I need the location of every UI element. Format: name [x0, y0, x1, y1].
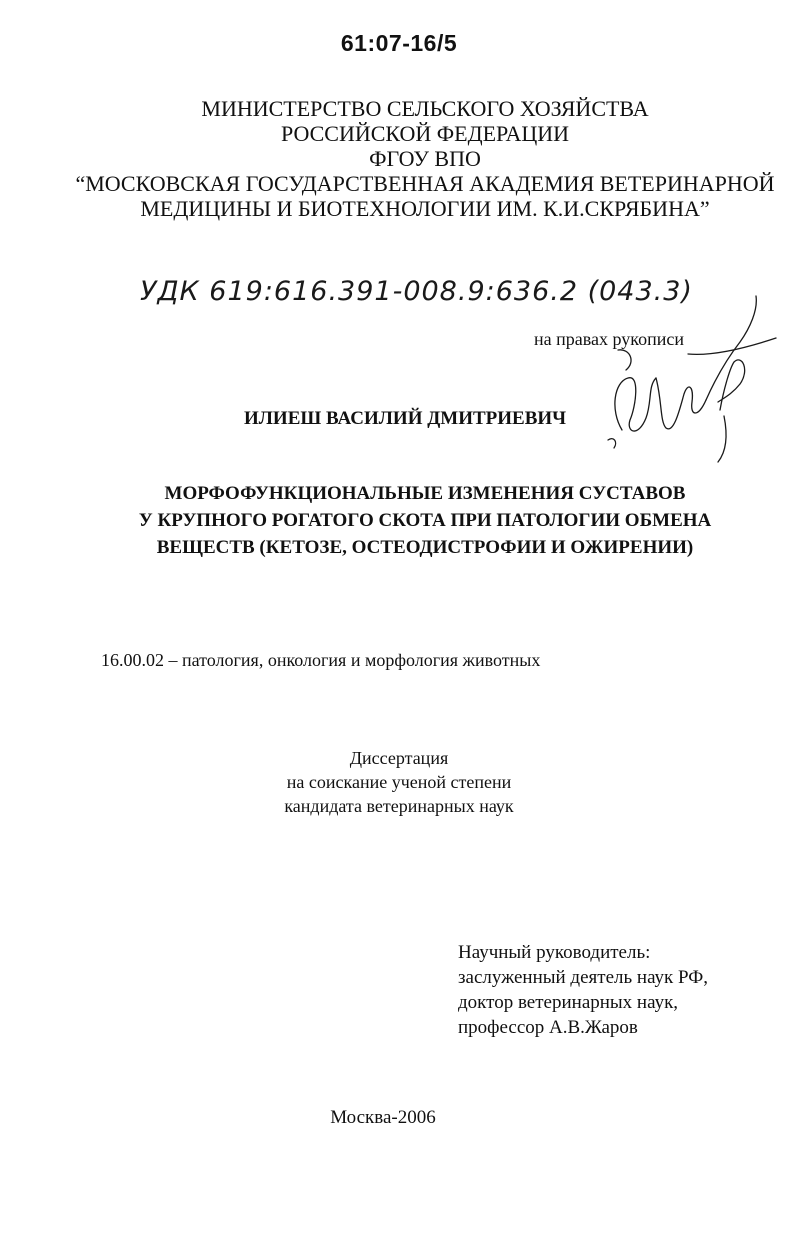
supervisor-block: [458, 940, 708, 1040]
supervisor-line: Научный руководитель:: [458, 942, 651, 963]
signature-stroke: [656, 378, 706, 429]
registration-code: 61:07-16/5: [340, 30, 458, 56]
title-line: У КРУПНОГО РОГАТОГО СКОТА ПРИ ПАТОЛОГИИ ОБМЕНА: [138, 510, 712, 531]
institution-line: РОССИЙСКОЙ ФЕДЕРАЦИИ: [280, 121, 570, 146]
signature-stroke: [718, 360, 745, 410]
institution-line: МИНИСТЕРСТВО СЕЛЬСКОГО ХОЗЯЙСТВА: [201, 96, 649, 121]
degree-statement: [0, 746, 798, 818]
supervisor-line: заслуженный деятель наук РФ,: [458, 967, 709, 988]
signature-stroke: [615, 378, 656, 431]
title-line: ВЕЩЕСТВ (КЕТОЗЕ, ОСТЕОДИСТРОФИИ И ОЖИРЕНИИ): [156, 537, 694, 558]
specialty-code: 16.00.02 – патология, онкология и морфология животных: [101, 650, 541, 670]
title-line: МОРФОФУНКЦИОНАЛЬНЫЕ ИЗМЕНЕНИЯ СУСТАВОВ: [164, 483, 686, 504]
dissertation-title: [0, 480, 798, 561]
degree-line: кандидата ветеринарных наук: [284, 796, 514, 816]
signature-stroke: [608, 439, 616, 448]
supervisor-line: доктор ветеринарных наук,: [458, 992, 679, 1013]
institution-header: [0, 96, 798, 221]
degree-line: на соискание ученой степени: [286, 772, 512, 792]
author-name: ИЛИЕШ ВАСИЛИЙ ДМИТРИЕВИЧ: [244, 408, 567, 429]
signature-stroke: [718, 416, 726, 462]
institution-line: МЕДИЦИНЫ И БИОТЕХНОЛОГИИ ИМ. К.И.СКРЯБИНА”: [140, 196, 710, 221]
institution-line: “МОСКОВСКАЯ ГОСУДАРСТВЕННАЯ АКАДЕМИЯ ВЕТЕРИНАРНОЙ: [75, 171, 775, 196]
city-year: Москва-2006: [330, 1107, 436, 1128]
institution-line: ФГОУ ВПО: [369, 146, 481, 171]
supervisor-line: профессор А.В.Жаров: [458, 1017, 638, 1038]
signature-stroke: [618, 350, 631, 370]
degree-line: Диссертация: [349, 748, 449, 768]
author-signature: [600, 290, 780, 470]
udk-handwritten: УДК 619:616.391-008.9:636.2 (043.3): [140, 276, 693, 307]
signature-stroke: [706, 296, 756, 400]
rights-note: на правах рукописи: [534, 329, 684, 349]
